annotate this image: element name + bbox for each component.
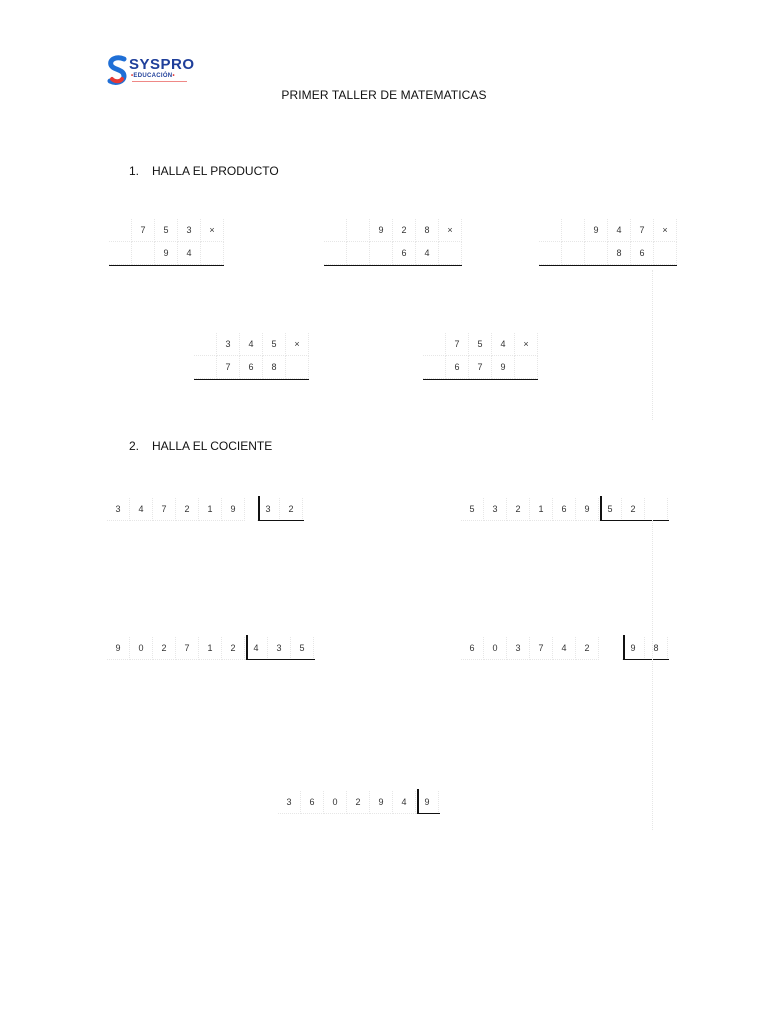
digit-cell: 3 <box>217 333 240 356</box>
times-sign: × <box>654 219 677 242</box>
empty-cell <box>539 242 562 265</box>
result-line <box>539 265 677 266</box>
dividend-digit: 3 <box>507 637 530 660</box>
result-line <box>109 265 224 266</box>
digit-cell: 4 <box>608 219 631 242</box>
digit-cell: 8 <box>263 356 286 379</box>
spacer <box>245 498 257 521</box>
digit-cell: 5 <box>155 219 178 242</box>
dividend-digit: 0 <box>484 637 507 660</box>
dividend-digit: 0 <box>324 791 347 814</box>
digit-cell <box>194 333 217 356</box>
dividend-digit: 3 <box>484 498 507 521</box>
dividend-digit: 7 <box>176 637 199 660</box>
multiplicand-row <box>423 333 538 356</box>
digit-cell: 4 <box>240 333 263 356</box>
digit-cell <box>423 333 446 356</box>
section-number: 2. <box>129 439 140 453</box>
dividend-digit: 4 <box>553 637 576 660</box>
divisor-digit: 3 <box>257 498 280 521</box>
digit-cell: 7 <box>132 219 155 242</box>
divisor-digit: 2 <box>280 498 303 521</box>
division-bracket-horizontal <box>258 520 304 521</box>
digit-cell: 6 <box>446 356 469 379</box>
digit-cell <box>654 242 677 265</box>
empty-cell <box>645 498 668 521</box>
dividend-digit: 7 <box>530 637 553 660</box>
dividend-digit: 9 <box>107 637 130 660</box>
digit-cell: 4 <box>416 242 439 265</box>
division-bracket-vertical <box>623 635 625 659</box>
digit-cell <box>194 356 217 379</box>
multiplicand-row <box>324 219 462 242</box>
digit-cell <box>562 219 585 242</box>
digit-cell: 6 <box>631 242 654 265</box>
empty-cell <box>539 219 562 242</box>
times-sign: × <box>439 219 462 242</box>
division-bracket-vertical <box>417 789 419 813</box>
multiplier-row <box>109 242 224 265</box>
section-label: HALLA EL PRODUCTO <box>152 164 279 178</box>
digit-cell: 7 <box>446 333 469 356</box>
spacer <box>599 637 622 660</box>
divisor-digit: 9 <box>622 637 645 660</box>
digit-cell: 9 <box>585 219 608 242</box>
dividend-digit: 1 <box>199 637 222 660</box>
logo-divider <box>132 81 187 82</box>
result-line <box>324 265 462 266</box>
division-row <box>107 637 314 660</box>
empty-cell <box>324 219 347 242</box>
division-bracket-horizontal <box>623 659 669 660</box>
division-row <box>107 498 303 521</box>
dividend-digit: 7 <box>153 498 176 521</box>
multiplier-row <box>423 356 538 379</box>
digit-cell <box>585 242 608 265</box>
dividend-digit: 6 <box>553 498 576 521</box>
digit-cell: 7 <box>469 356 492 379</box>
section-number: 1. <box>129 164 140 178</box>
digit-cell: 7 <box>217 356 240 379</box>
division-row <box>278 791 439 814</box>
multiplier-row <box>539 242 677 265</box>
digit-cell <box>109 219 132 242</box>
division-bracket-vertical <box>600 496 602 520</box>
digit-cell: 3 <box>178 219 201 242</box>
multiplicand-row <box>194 333 309 356</box>
digit-cell <box>109 242 132 265</box>
division-bracket-vertical <box>258 496 260 520</box>
digit-cell: 6 <box>240 356 263 379</box>
divisor-digit: 5 <box>599 498 622 521</box>
dividend-digit: 3 <box>107 498 130 521</box>
digit-cell: 6 <box>393 242 416 265</box>
result-line <box>423 379 538 380</box>
digit-cell: 9 <box>492 356 515 379</box>
times-sign: × <box>201 219 224 242</box>
digit-cell <box>347 219 370 242</box>
dividend-digit: 3 <box>278 791 301 814</box>
digit-cell <box>562 242 585 265</box>
page-title: PRIMER TALLER DE MATEMATICAS <box>281 88 487 102</box>
digit-cell: 4 <box>492 333 515 356</box>
dividend-digit: 2 <box>507 498 530 521</box>
multiplicand-row <box>539 219 677 242</box>
division-row <box>461 498 668 521</box>
dividend-digit: 6 <box>461 637 484 660</box>
digit-cell: 8 <box>608 242 631 265</box>
grid-edge-line <box>652 520 654 830</box>
syspro-logo <box>107 55 197 89</box>
digit-cell <box>439 242 462 265</box>
digit-cell: 9 <box>370 219 393 242</box>
digit-cell: 2 <box>393 219 416 242</box>
digit-cell <box>370 242 393 265</box>
divisor-digit: 9 <box>416 791 439 814</box>
divisor-digit: 5 <box>291 637 314 660</box>
times-sign: × <box>515 333 538 356</box>
divisor-digit: 3 <box>268 637 291 660</box>
digit-cell <box>515 356 538 379</box>
dividend-digit: 1 <box>530 498 553 521</box>
dividend-digit: 2 <box>176 498 199 521</box>
dividend-digit: 5 <box>461 498 484 521</box>
digit-cell <box>201 242 224 265</box>
dividend-digit: 4 <box>393 791 416 814</box>
dividend-digit: 1 <box>199 498 222 521</box>
digit-cell: 7 <box>631 219 654 242</box>
multiplicand-row <box>109 219 224 242</box>
dividend-digit: 0 <box>130 637 153 660</box>
grid-edge-line <box>652 270 654 420</box>
dividend-digit: 2 <box>347 791 370 814</box>
result-line <box>194 379 309 380</box>
times-sign: × <box>286 333 309 356</box>
multiplier-row <box>324 242 462 265</box>
logo-brand: SYSPRO <box>129 56 195 73</box>
section-label: HALLA EL COCIENTE <box>152 439 273 453</box>
division-row <box>461 637 668 660</box>
division-bracket-horizontal <box>246 659 315 660</box>
digit-cell: 5 <box>469 333 492 356</box>
division-bracket-vertical <box>246 635 248 659</box>
digit-cell <box>423 356 446 379</box>
division-bracket-horizontal <box>417 813 440 814</box>
section-heading-quotients <box>129 439 272 453</box>
divisor-digit: 8 <box>645 637 668 660</box>
dividend-digit: 2 <box>222 637 245 660</box>
dividend-digit: 9 <box>576 498 599 521</box>
multiplier-row <box>194 356 309 379</box>
dividend-digit: 6 <box>301 791 324 814</box>
digit-cell: 8 <box>416 219 439 242</box>
digit-cell <box>347 242 370 265</box>
digit-cell: 9 <box>155 242 178 265</box>
division-bracket-horizontal <box>600 520 669 521</box>
dividend-digit: 9 <box>222 498 245 521</box>
digit-cell <box>286 356 309 379</box>
digit-cell: 4 <box>178 242 201 265</box>
digit-cell <box>132 242 155 265</box>
dividend-digit: 2 <box>153 637 176 660</box>
digit-cell: 5 <box>263 333 286 356</box>
dividend-digit: 9 <box>370 791 393 814</box>
dividend-digit: 2 <box>576 637 599 660</box>
dividend-digit: 4 <box>130 498 153 521</box>
empty-cell <box>324 242 347 265</box>
divisor-digit: 4 <box>245 637 268 660</box>
section-heading-products <box>129 164 279 178</box>
s-mark-icon <box>107 55 129 87</box>
logo-subtitle: • EDUCACIÓN • <box>131 73 175 79</box>
divisor-digit: 2 <box>622 498 645 521</box>
